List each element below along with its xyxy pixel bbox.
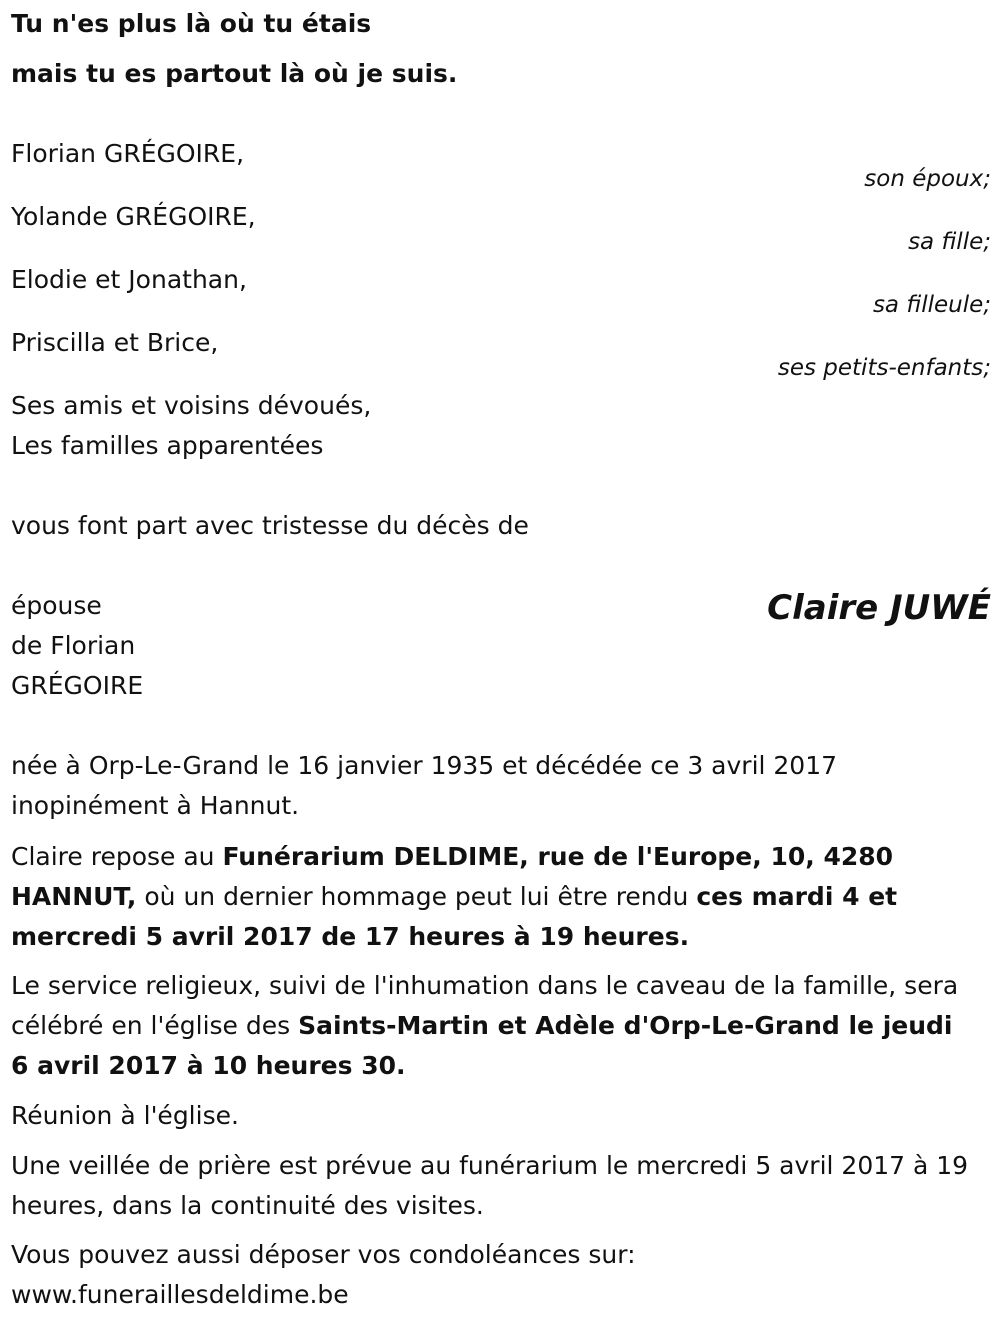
- birth-death-line-2: inopinément à Hannut.: [11, 791, 300, 820]
- family-member-relation: sa fille;: [908, 229, 991, 255]
- visitation-text-1: Claire repose au: [11, 842, 223, 871]
- family-member-name: Elodie et Jonathan,: [11, 265, 247, 294]
- service-paragraph: [11, 966, 971, 1086]
- visitation-paragraph: [11, 837, 971, 957]
- spouse-line-3: GRÉGOIRE: [11, 671, 144, 700]
- family-member-name: Priscilla et Brice,: [11, 328, 219, 357]
- announcement-text: vous font part avec tristesse du décès de: [11, 511, 529, 540]
- family-member-relation: son époux;: [864, 166, 991, 192]
- epigraph-line-2: mais tu es partout là où je suis.: [11, 59, 458, 88]
- visitation-text-2: où un dernier hommage peut lui être rendu: [136, 882, 697, 911]
- service-text: Le service religieux, suivi de l'inhumation dans le caveau de la famille, sera célébré en l'église des: [11, 971, 959, 1040]
- vigil-paragraph: Une veillée de prière est prévue au funérarium le mercredi 5 avril 2017 à 19 heures, dans la continuité des visites.: [11, 1151, 969, 1220]
- visitation-location: Funérarium DELDIME, rue de l'Europe, 10, 4280 HANNUT,: [11, 842, 894, 911]
- condolences-line: Vous pouvez aussi déposer vos condoléances sur:: [11, 1240, 636, 1269]
- family-member-relation: sa filleule;: [872, 292, 991, 318]
- visitation-dates: ces mardi 4 et mercredi 5 avril 2017 de 17 heures à 19 heures.: [11, 882, 898, 951]
- others-line-2: Les familles apparentées: [11, 431, 324, 460]
- epigraph-line-1: Tu n'es plus là où tu étais: [11, 9, 372, 38]
- others-line-1: Ses amis et voisins dévoués,: [11, 391, 372, 420]
- family-member-relation: ses petits-enfants;: [777, 355, 991, 381]
- birth-death-line-1: née à Orp-Le-Grand le 16 janvier 1935 et décédée ce 3 avril 2017: [11, 751, 838, 780]
- meeting-text: Réunion à l'église.: [11, 1101, 239, 1130]
- service-details: Saints-Martin et Adèle d'Orp-Le-Grand le jeudi 6 avril 2017 à 10 heures 30.: [11, 1011, 953, 1080]
- family-member-name: Yolande GRÉGOIRE,: [11, 202, 256, 231]
- spouse-line-2: de Florian: [11, 631, 136, 660]
- deceased-name: Claire JUWÉ: [767, 588, 991, 628]
- condolences-website-link[interactable]: www.funeraillesdeldime.be: [11, 1280, 349, 1309]
- family-member-name: Florian GRÉGOIRE,: [11, 139, 245, 168]
- spouse-line-1: épouse: [11, 591, 102, 620]
